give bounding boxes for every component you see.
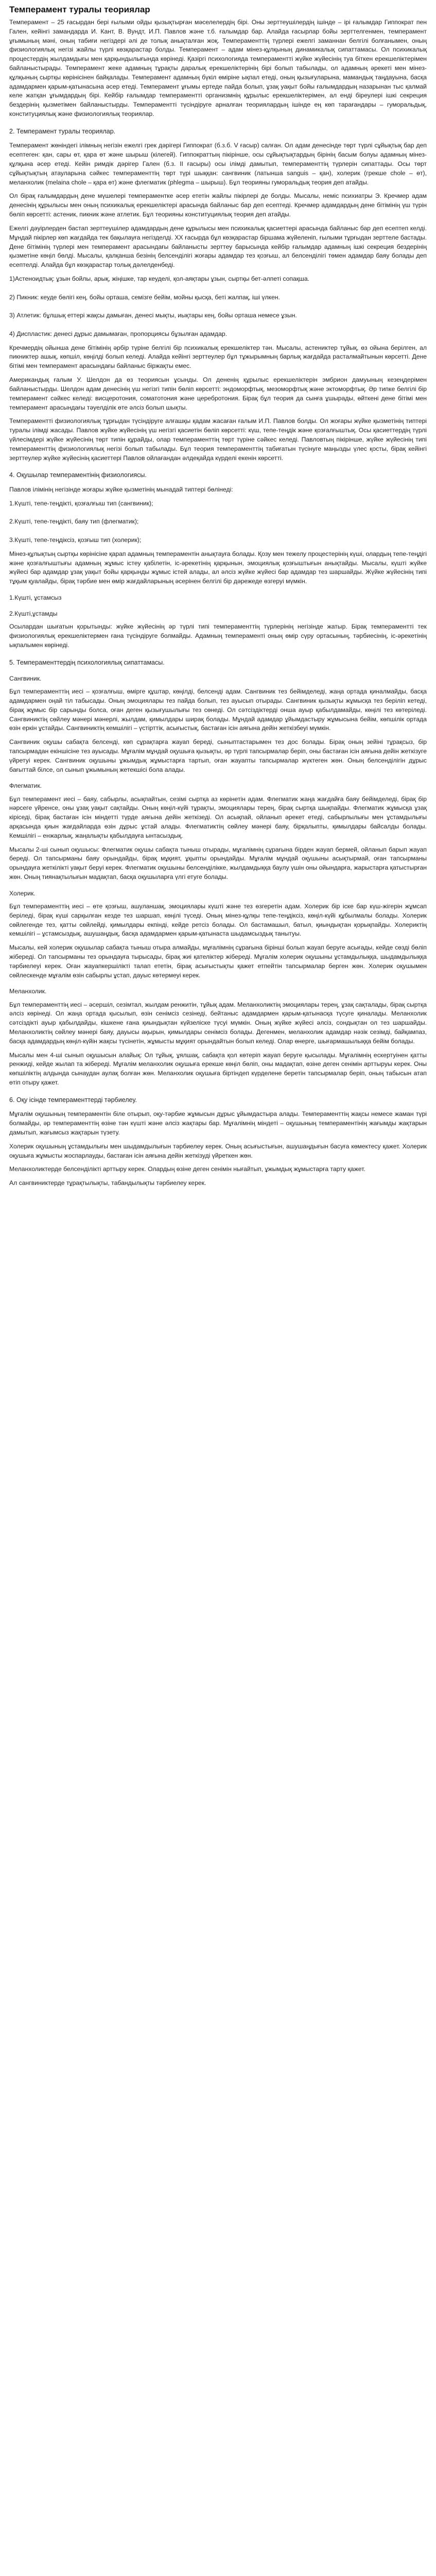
paragraph: Темперамент – 25 ғасырдан бері ғылыми ойды қызықтырған мәселелердің бірі. Оны зерттеушілердің ішінде – ірі ғалымдар Гиппократ пен Гален, кейінгі замандарда И. Кант, В. Вундт, И.П. Павлов және т.б. ғалымдар бар. Алайда ғасырлар бойы зерттелгенмен, темперамент ұғымының мәні, оның табиғи негіздері әлі де толық анықталған жоқ. Темпераменттің түрлері ежелгі заманнан белгілі болғанымен, оның физиологиялық негізі жайлы түрлі көзқарастар болды. Темперамент – адам мінез-құлқының динамикалық сипаттамасы. Ол психикалық процестердің жылдамдығы мен қарқындылығында көрінеді. Қазіргі психологияда темпераментті жүйке жүйесінің туа біткен ерекшеліктерімен байланыстырады. Темперамент жеке адамның тұрақты даралық ерекшеліктерінің бірі болып табылады, ол адамның әрекеті мен мінез-құлқының сыртқы көрінісінен байқалады. Темперамент адамның бүкіл өміріне ықпал етеді, оның қызығуларына, мамандық таңдауына, басқа адамдармен қарым-қатынасына әсер етеді. Темперамент ұғымы ертеде пайда болып, ұзақ уақыт бойы ғалымдардың назарынан тыс қалмай келе жатқан ұғымдардың бірі. Кейбір ғалымдар темпераментті организмнің құрылыс ерекшеліктерімен, ал енді біреулері ішкі секреция бездерінің қызметімен байланыстырды. Темпераментті түсіндіруге арналған теориялардың ішінде ең көп тарағандары – гуморальдық, конституциялық және физиологиялық теориялар. bbox=[9, 18, 427, 118]
paragraph: Ал сангвиниктерде тұрақтылықты, табандылықты тәрбиелеу керек. bbox=[9, 1179, 206, 1187]
paragraph: 1.Күшті, тепе-теңдікті, қозғалғыш тип (сангвиник); 2.Күшті, тепе-теңдікті, баяу тип (флегматик); 3.Күшті, тепе-теңдіксіз, қозғыш тип (холерик); bbox=[9, 499, 153, 544]
paragraph: Бұл темпераменттің иесі – өте қозғыш, ашуланшақ, эмоциялары күшті және тез өзгеретін адам. Холерик бір іске бар күш-жігерін жұмсап беріледі, бірақ күші сарқылған кезде тез шаршап, көңілі түседі. Оның мінез-құлқы тепе-теңдіксіз, көңіл-күйі құбылмалы болады. Холерик сөйлегенде тез, қатты сөйлейді, қимылдары екпінді, кейде ретсіз болады. Ол бастамашыл, батыл, қиындықтан қорықпайды. Холериктің кемшілігі – ұстамсыздық, ашушаңдық, басқа адамдармен қарым-қатынаста шыдамсыздық танытуы. bbox=[9, 902, 427, 938]
document-title: Темперамент туралы теориялар bbox=[9, 5, 150, 14]
section-heading: 4. Оқушылар темпераментінің физиологиясы. bbox=[9, 471, 147, 479]
paragraph: Мінез-құлықтың сыртқы көрінісіне қарап адамның темпераментін анықтауға болады. Қозу мен тежелу процестерінің күші, олардың тепе-теңдігі және қозғалғыштығы адамның жұмыс істеу қабілетін, іс-әрекетінің қарқынын, эмоциялық қозғыштығын анықтайды. Мысалы, күшті жүйке жүйесі бар адамдар ұзақ уақыт бойы қарқынды жұмыс істей алады, ал әлсіз жүйке жүйесі бар адамдар тез шаршайды. Жүйке жүйесінің типі тұқым қуалайды, бірақ тәрбие мен өмір жағдайларының әсерінен белгілі бір дәрежеде өзгеруі мүмкін. bbox=[9, 550, 427, 585]
paragraph: Ол бірақ ғалымдардың дене мүшелері темпераментке әсер ететін жайлы пікірлері де болды. Мысалы, неміс психиатры Э. Кречмер адам денесінің құрылысы мен оның психикалық ерекшеліктері арасында байланыс бар деп есептеді. Кречмер адамдардың дене бітімінің үш түрін бөліп көрсетті: астеник, пикник және атлетик. Бұл теорияны конституциялық теория деп атайды. bbox=[9, 192, 427, 218]
section-heading: 6. Оқу ісінде темпераменттерді тәрбиелеу. bbox=[9, 1096, 137, 1104]
paragraph: Бұл темперамент иесі – баяу, сабырлы, асықпайтын, сезімі сыртқа аз көрінетін адам. Флегматик жаңа жағдайға баяу бейімделеді, бірақ бір нәрсеге үйренсе, оны ұзақ уақыт сақтайды. Оның көңіл-күйі тұрақты, эмоциялары терең, бірақ сыртқа шықпайды. Флегматик жұмысқа ұзақ кіріседі, бірақ бастаған ісін міндетті түрде аяғына дейін жеткізеді. Ол асықпай, ойланып әрекет етеді, сабырлылығы мен ұстамдылығы арқасында қиын жағдайларда өзін дұрыс ұстай алады. Флегматиктің сөйлеу мәнері баяу, бірқалыпты, қимылдары байсалды болады. Кемшілігі – енжарлық, жаңалықты қабылдауға ынтасыздық. bbox=[9, 795, 427, 839]
paragraph: Бұл темпераменттің иесі – әсершіл, сезімтал, жылдам ренжитін, тұйық адам. Меланхоликтің эмоциялары терең, ұзақ сақталады, бірақ сыртқа әлсіз көрінеді. Ол жаңа ортада қысылып, өзін сенімсіз сезінеді, бейтаныс адамдармен қарым-қатынасқа түсуге қиналады. Меланхолик сәтсіздікті ауыр қабылдайды, кішкене ғана қиындықтан күйзеліске түсуі мүмкін. Оның жүйке жүйесі әлсіз, сондықтан ол тез шаршайды. Меланхоликтің сөйлеу мәнері баяу, дауысы ақырын, қимылдары сенімсіз болады. Дегенмен, меланхолик адамдар нәзік сезімді, байқампаз, басқа адамдардың көңіл-күйін жақсы түсінетін, жұмысты мұқият орындайтын болып келеді. Олар өнерге, шығармашылыққа бейім болады. bbox=[9, 1001, 427, 1045]
subsection-heading: 2.Күшті,ұстамды bbox=[9, 610, 58, 618]
paragraph: Мысалы, кей холерик оқушылар сабақта тыныш отыра алмайды, мұғалімнің сұрағына бірінші болып жауап беруге асығады, кейде сөзді бөліп жібереді. Ол тапсырманы тез орындауға тырысады, бірақ жиі қателіктер жібереді. Мұғалім холерик оқушыны ұстамдылыққа, шыдамдылыққа тәрбиелеуі керек. Оған жауапкершілікті талап ететін, бірақ асығыстықты қажет етпейтін тапсырмалар берген жөн. Холерик оқушымен сөйлескенде мұғалім өзін сабырлы ұстап, дауыс көтермеуі керек. bbox=[9, 944, 427, 979]
subsection-heading: Флегматик. bbox=[9, 782, 42, 790]
paragraph: Бұл темпераменттің иесі – қозғалғыш, өмірге құштар, көңілді, белсенді адам. Сангвиник тез бейімделеді, жаңа ортада қиналмайды, басқа адамдармен оңай тіл табысады. Оның эмоциялары тез пайда болып, тез ауысып отырады. Сангвиник қызықты жұмысқа тез беріліп кетеді, бірақ жұмыс бір сарынды болса, оған деген қызығушылығы тез сөнеді. Ол сәтсіздіктерді онша ауыр қабылдамайды, көңілі тез көтеріледі. Сангвиниктің сөйлеу мәнері мәнерлі, жылдам, қимылдары ширақ болады. Мұндай адамдар ұйымдастыру жұмысына бейім, көпшілік ортада өзін еркін ұстайды. Сангвиниктің кемшілігі – үстірттік, асығыстық, бастаған ісін аяғына дейін жеткізбеуі мүмкін. bbox=[9, 688, 427, 732]
paragraph: Мұғалім оқушының темпераментін біле отырып, оқу-тәрбие жұмысын дұрыс ұйымдастыра алады. Темпераменттің жақсы немесе жаман түрі болмайды, әр темпераменттің өзіне тән күшті және әлсіз жақтары бар. Мұғалімнің міндеті – оқушының темпераментінің жағымды жақтарын дамытып, жағымсыз жақтарын түзету. bbox=[9, 1110, 427, 1136]
paragraph: Мысалы мен 4-ші сынып оқушысын алайық: Ол тұйық, ұялшақ, сабақта қол көтеріп жауап беруге қысылады. Мұғалімнің ескертуінен қатты ренжиді, кейде жылап та жібереді. Мұғалім меланхолик оқушыға ерекше көңіл бөліп, оны мадақтап, өзіне деген сенімін арттыруы керек. Оны көпшіліктің алдында сынаудан аулақ болған жөн. Меланхолик оқушыға біртіндеп күрделене беретін тапсырмалар беріп, оның табысын атап өтіп отыру қажет. bbox=[9, 1051, 427, 1087]
subsection-heading: 1.Күшті, ұстамсыз bbox=[9, 594, 62, 601]
subsection-heading: Холерик. bbox=[9, 889, 36, 897]
paragraph: Мысалы 2-ші сынып оқушысы: Флегматик оқушы сабақта тыныш отырады, мұғалімнің сұрағына бірден жауап бермей, ойланып барып жауап береді. Ол тапсырманы баяу орындайды, бірақ мұқият, ұқыпты орындайды. Мұғалім мұндай оқушыны асықтырмай, оған тапсырманы орындауға жеткілікті уақыт беруі керек. Флегматик оқушыны белсенділікке, жылдамдыққа баулу үшін оны ойындарға, жарыстарға қатыстырған жөн. Оның тиянақтылығын мадақтап, басқа оқушыларға үлгі етуге болады. bbox=[9, 845, 427, 881]
document-body bbox=[9, 18, 427, 1188]
paragraph: Американдық ғалым У. Шелдон да өз теориясын ұсынды. Ол дененің құрылыс ерекшеліктерін эмбрион дамуының кезеңдерімен байланыстырды. Шелдон адам денесінің үш негізгі типін бөліп көрсетті: эндоморфтық, мезоморфтық және эктоморфтық. Әр типке белгілі бір темперамент сәйкес келеді: висцеротония, соматотония және церебротония. Бірақ бұл теория да сынға ұшырады, өйткені дене бітімі мен темперамент арасындағы тәуелділік өте әлсіз болып шықты. bbox=[9, 376, 427, 411]
subsection-heading: Меланхолик. bbox=[9, 988, 47, 995]
paragraph: Холерик оқушының ұстамдылығы мен шыдамдылығын тәрбиелеу керек. Оның асығыстығын, ашушаңдығын басуға көмектесу қажет. Холерик оқушыға жұмысты жоспарлауды, бастаған ісін аяғына дейін жеткізуді үйреткен жөн. bbox=[9, 1142, 427, 1159]
paragraph: Темперамент жөніндегі ілімның негізін ежелгі грек дәрігері Гиппократ (б.з.б. V ғасыр) салған. Ол адам денесінде төрт түрлі сұйықтық бар деп есептеген: қан, сары өт, қара өт және шырыш (кілегей). Гиппократтың пікірінше, осы сұйықтықтардың бірінің басым болуы адамның мінез-құлқына әсер етеді. Кейін римдік дәрігер Гален (б.з. II ғасыры) осы ілімді дамытып, темпераменттің түрлерін сипаттады. Осы төрт сұйықтықтың атауларына сәйкес темпераменттің төрт түрі шыққан: сангвиник (латынша sanguis – қан), холерик (грекше chole – өт), меланхолик (melaina chole – қара өт) және флегматик (phlegma – шырыш). Бұл теорияны гуморальдық теория деп атайды. bbox=[9, 142, 427, 186]
paragraph: Темпераментті физиологиялық тұрғыдан түсіндіруге алғашқы қадам жасаған ғалым И.П. Павлов болды. Ол жоғары жүйке қызметінің типтері туралы ілімді жасады. Павлов жүйке жүйесінің үш негізгі қасиетін бөліп көрсетті: күш, тепе-теңдік және қозғалғыштық. Осы қасиеттердің түрлі үйлесімдері жүйке жүйесінің төрт типін құрайды, олар темпераменттің төрт түріне сәйкес келеді. Павловтың пікірінше, жүйке жүйесінің типі темпераменттің физиологиялық негізі болып табылады. Бұл теория темпераменттің табиғатын түсінуге маңызды үлес қосты, бірақ кейінгі зерттеулер жүйке жүйесінің қасиеттері Павлов ойлағандан әлдеқайда күрделі екенін көрсетті. bbox=[9, 417, 427, 462]
paragraph: Осылардан шығатын қорытынды: жүйке жүйесінің әр түрлі типі темпераменттің түрлерінің негізінде жатыр. Бірақ темпераментті тек физиологиялық ерекшеліктермен ғана түсіндіруге болмайды. Адамның темпераменті оның өмір сүру ортасының, тәрбиесінің, іс-әрекетінің ықпалымен көрінеді. bbox=[9, 623, 427, 649]
paragraph: Меланхоликтерде белсенділікті арттыру керек. Олардың өзіне деген сенімін нығайтып, ұжымдық жұмыстарға тарту қажет. bbox=[9, 1165, 365, 1173]
paragraph: Павлов ілімінің негізінде жоғары жүйке қызметінің мынадай типтері бөлінеді: bbox=[9, 485, 233, 493]
paragraph: 1)Астеноидтық: ұзын бойлы, арық, жіңішке, тар кеуделі, қол-аяқтары ұзын, сыртқы бет-әлпеті сопақша. 2) Пикник: кеуде бөлігі кең, бойы орташа, семізге бейім, мойны қысқа, беті жалпақ, іші үлкен. 3) Атлетик: бұлшық еттері жақсы дамыған, денесі мықты, иықтары кең, бойы орташа немесе ұзын. 4) Диспластик: денесі дұрыс дамымаған, пропорциясы бұзылған адамдар. bbox=[9, 275, 309, 337]
subsection-heading: Сангвиник. bbox=[9, 675, 42, 683]
section-heading: 2. Темперамент туралы теориялар. bbox=[9, 127, 116, 135]
paragraph: Кречмердің ойынша дене бітімінің әрбір түріне белгілі бір психикалық ерекшеліктер тән. Мысалы, астениктер тұйық, өз ойына берілген, ал пикниктер ашық, көпшіл, көңілді болып келеді. Алайда кейінгі зерттеулер бұл тұжырымның барлық жағдайда расталмайтынын көрсетті. Дене бітімі мен темперамент арасындағы байланыс біржақты емес. bbox=[9, 344, 427, 370]
paragraph: Сангвиник оқушы сабақта белсенді, көп сұрақтарға жауап береді, сыныптастарымен тез дос болады. Бірақ оның зейіні тұрақсыз, бір тапсырмадан екіншісіне тез ауысады. Мұғалім мұндай оқушыға қызықты, әр түрлі тапсырмалар беріп, оны бастаған ісін аяғына дейін жеткізуге үйретуі керек. Сангвиник оқушыны ұжымдық жұмыстарға тартып, оған жауапты тапсырмалар жүктеген жөн. Оның белсенділігін дұрыс бағыттай білсе, ол сынып ұжымының жетекшісі бола алады. bbox=[9, 738, 427, 773]
paragraph: Ежелгі дәуірлерден бастап зерттеушілер адамдардың дене құрылысы мен психикалық қасиеттері арасында байланыс бар деп есептеп келді. Мұндай пікірлер көп жағдайда тек бақылауға негізделді. XX ғасырда бұл көзқарастар біршама жүйеленіп, ғылыми тұрғыдан зерттеле бастады. Дене бітімінің түрлері мен темперамент арасындағы байланысты зерттеу барысында кейбір ғалымдар адамның ішкі секреция бездерінің қызметіне көңіл бөлді. Мысалы, қалқанша безінің белсенділігі жоғары адамдар тез қозғыш, ал белсенділігі төмен адамдар баяу болады деп есептелді. Алайда бұл көзқарастар толық дәлелденбеді. bbox=[9, 224, 427, 269]
section-heading: 5. Темпераменттердің психологиялық сипаттамасы. bbox=[9, 658, 165, 666]
